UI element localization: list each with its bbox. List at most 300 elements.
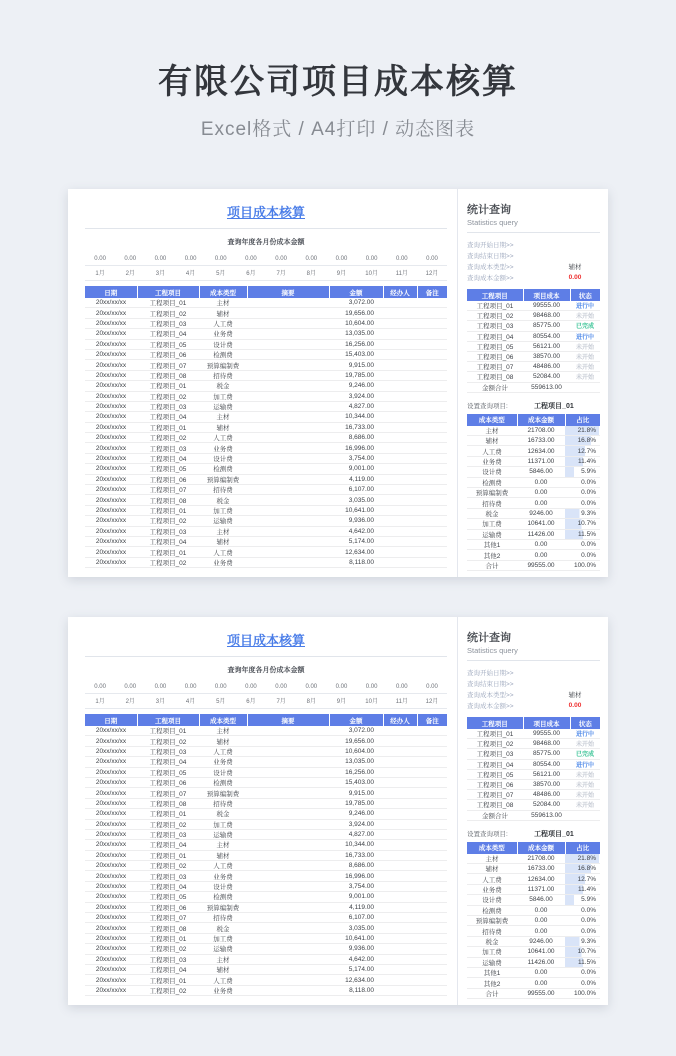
status-badge: 进行中 <box>570 301 600 311</box>
cost-amount-cell: 16733.00 <box>517 864 565 874</box>
handler-cell <box>383 298 417 308</box>
query-value[interactable]: 0.00 <box>568 702 582 709</box>
amount-cell: 3,035.00 <box>329 495 383 505</box>
pct-cell: 0.0% <box>565 477 600 487</box>
date-cell: 20xx/xx/xx <box>85 892 137 902</box>
breakdown-row <box>467 539 600 549</box>
project-cost-cell: 52084.00 <box>523 372 570 382</box>
summary-cell <box>247 746 329 756</box>
cost-entry-row <box>85 829 447 839</box>
summary-cell <box>247 985 329 995</box>
date-cell: 20xx/xx/xx <box>85 433 137 443</box>
handler-cell <box>383 933 417 943</box>
month-tick-label: 1月 <box>95 271 105 277</box>
cost-amount-cell: 21708.00 <box>517 426 565 436</box>
cost-amount-cell: 0.00 <box>517 916 565 926</box>
handler-cell <box>383 746 417 756</box>
date-cell: 20xx/xx/xx <box>85 401 137 411</box>
pct-cell: 0.0% <box>565 916 600 926</box>
query-fields <box>467 239 600 283</box>
stats-title: 统计查询 <box>467 204 511 216</box>
cost-amount-cell: 0.00 <box>517 488 565 498</box>
handler-cell <box>383 412 417 422</box>
note-cell <box>417 547 447 557</box>
column-header: 工程项目 <box>467 289 523 301</box>
query-row <box>467 250 600 261</box>
date-cell: 20xx/xx/xx <box>85 422 137 432</box>
date-cell: 20xx/xx/xx <box>85 913 137 923</box>
handler-cell <box>383 433 417 443</box>
month-tick-label: 8月 <box>306 271 316 277</box>
cost-entry-row <box>85 767 447 777</box>
cost-type-cell: 招待费 <box>199 913 247 923</box>
cost-amount-cell: 9246.00 <box>517 508 565 518</box>
month-tick-label: 10月 <box>365 699 378 705</box>
date-cell: 20xx/xx/xx <box>85 871 137 881</box>
breakdown-row <box>467 426 600 436</box>
month-tick-label: 4月 <box>185 271 196 277</box>
bar-value-label: 0.00 <box>335 684 348 690</box>
note-cell <box>417 757 447 767</box>
project-cell: 工程项目_01 <box>137 422 199 432</box>
summary-cell <box>247 798 329 808</box>
amount-cell: 10,344.00 <box>329 840 383 850</box>
column-header: 成本金额 <box>517 414 565 426</box>
breakdown-row <box>467 947 600 957</box>
query-value[interactable]: 辅材 <box>568 264 582 271</box>
cost-type-cell: 其他2 <box>467 978 517 988</box>
project-status-row <box>467 362 600 372</box>
query-row <box>467 272 600 283</box>
bar-value-label: 0.00 <box>154 684 167 690</box>
month-tick-label: 11月 <box>395 699 408 705</box>
project-cell: 工程项目_08 <box>137 495 199 505</box>
cost-type-cell: 人工费 <box>467 446 517 456</box>
handler-cell <box>383 913 417 923</box>
summary-cell <box>247 329 329 339</box>
summary-cell <box>247 318 329 328</box>
status-badge: 未开始 <box>570 800 600 810</box>
handler-cell <box>383 736 417 746</box>
breakdown-row <box>467 508 600 518</box>
date-cell: 20xx/xx/xx <box>85 370 137 380</box>
summary-cell <box>247 412 329 422</box>
amount-cell: 3,754.00 <box>329 881 383 891</box>
cost-type-cell: 检测费 <box>467 477 517 487</box>
date-cell: 20xx/xx/xx <box>85 505 137 515</box>
summary-cell <box>247 757 329 767</box>
date-cell: 20xx/xx/xx <box>85 757 137 767</box>
cost-type-cell: 业务费 <box>199 757 247 767</box>
month-tick-label: 7月 <box>276 271 286 277</box>
handler-cell <box>383 339 417 349</box>
cost-type-cell: 业务费 <box>199 871 247 881</box>
cost-entry-row <box>85 736 447 746</box>
cost-type-cell: 加工费 <box>199 933 247 943</box>
handler-cell <box>383 829 417 839</box>
amount-cell: 9,246.00 <box>329 809 383 819</box>
amount-cell: 16,733.00 <box>329 422 383 432</box>
date-cell: 20xx/xx/xx <box>85 975 137 985</box>
cost-type-cell: 预算编制费 <box>199 474 247 484</box>
cost-amount-cell: 0.00 <box>517 905 565 915</box>
cost-type-cell: 税金 <box>467 508 517 518</box>
total-pct-cell: 100.0% <box>565 988 600 998</box>
project-cell: 工程项目_07 <box>137 360 199 370</box>
query-row <box>467 239 600 250</box>
pct-cell: 12.7% <box>565 874 600 884</box>
column-header: 金额 <box>329 286 383 298</box>
breakdown-row <box>467 550 600 560</box>
amount-cell: 16,996.00 <box>329 871 383 881</box>
cost-entry-row <box>85 964 447 974</box>
summary-cell <box>247 767 329 777</box>
pct-cell: 16.8% <box>565 864 600 874</box>
breakdown-row <box>467 957 600 967</box>
project-cell: 工程项目_08 <box>137 923 199 933</box>
handler-cell <box>383 422 417 432</box>
cost-entry-row <box>85 975 447 985</box>
cost-type-cell: 辅材 <box>199 422 247 432</box>
date-cell: 20xx/xx/xx <box>85 954 137 964</box>
date-cell: 20xx/xx/xx <box>85 767 137 777</box>
project-status-row <box>467 341 600 351</box>
date-cell: 20xx/xx/xx <box>85 736 137 746</box>
breakdown-row <box>467 456 600 466</box>
summary-cell <box>247 913 329 923</box>
amount-cell: 9,001.00 <box>329 892 383 902</box>
bar-value-label: 0.00 <box>94 256 106 262</box>
cost-type-cell: 其他2 <box>467 550 517 560</box>
project-cell: 工程项目_04 <box>467 759 523 769</box>
summary-cell <box>247 516 329 526</box>
query-label: 查询成本金额>> <box>467 703 514 710</box>
cost-entry-row <box>85 985 447 995</box>
stats-subtitle-en: Statistics query <box>467 218 518 227</box>
handler-cell <box>383 964 417 974</box>
note-cell <box>417 850 447 860</box>
hero-banner <box>0 0 676 141</box>
summary-cell <box>247 422 329 432</box>
cost-entry-row <box>85 505 447 515</box>
sheet-title-link[interactable]: 项目成本核算 <box>226 633 305 648</box>
amount-cell: 10,641.00 <box>329 505 383 515</box>
note-cell <box>417 819 447 829</box>
note-cell <box>417 318 447 328</box>
cost-type-cell: 加工费 <box>467 947 517 957</box>
summary-cell <box>247 401 329 411</box>
handler-cell <box>383 360 417 370</box>
note-cell <box>417 964 447 974</box>
cost-entry-row <box>85 798 447 808</box>
date-cell: 20xx/xx/xx <box>85 798 137 808</box>
cost-entry-row <box>85 474 447 484</box>
breakdown-row <box>467 529 600 539</box>
project-cost-cell: 56121.00 <box>523 769 570 779</box>
status-badge: 未开始 <box>570 372 600 382</box>
project-status-row <box>467 759 600 769</box>
column-header: 经办人 <box>383 714 417 726</box>
pct-cell: 11.5% <box>565 529 600 539</box>
bar-value-label: 0.00 <box>335 256 348 262</box>
amount-cell: 3,754.00 <box>329 453 383 463</box>
cost-type-cell: 主材 <box>467 426 517 436</box>
note-cell <box>417 516 447 526</box>
project-cell: 工程项目_06 <box>467 779 523 789</box>
project-cell: 工程项目_01 <box>137 809 199 819</box>
summary-cell <box>247 829 329 839</box>
cost-type-cell: 设计费 <box>467 467 517 477</box>
summary-cell <box>247 944 329 954</box>
amount-cell: 4,642.00 <box>329 954 383 964</box>
total-value-cell: 99555.00 <box>517 988 565 998</box>
cost-type-cell: 设计费 <box>199 453 247 463</box>
summary-cell <box>247 881 329 891</box>
summary-cell <box>247 557 329 567</box>
divider <box>85 656 447 657</box>
handler-cell <box>383 850 417 860</box>
cost-type-cell: 预算编制费 <box>467 916 517 926</box>
month-tick-label: 3月 <box>155 699 166 705</box>
amount-cell: 8,686.00 <box>329 861 383 871</box>
cost-type-cell: 税金 <box>199 381 247 391</box>
pct-cell: 9.3% <box>565 936 600 946</box>
cost-entry-row <box>85 954 447 964</box>
query-row <box>467 678 600 689</box>
summary-cell <box>247 788 329 798</box>
amount-cell: 3,924.00 <box>329 391 383 401</box>
total-label-cell: 金额合计 <box>467 382 523 392</box>
page-title: 有限公司项目成本核算 <box>158 63 518 101</box>
empty-cell <box>570 810 600 820</box>
note-cell <box>417 474 447 484</box>
month-tick-label: 9月 <box>336 271 347 277</box>
column-header: 日期 <box>85 714 137 726</box>
project-cell: 工程项目_01 <box>137 726 199 736</box>
status-badge: 已完成 <box>570 321 600 331</box>
cost-amount-cell: 10641.00 <box>517 947 565 957</box>
month-tick-label: 10月 <box>365 271 378 277</box>
project-cost-cell: 98468.00 <box>523 311 570 321</box>
amount-cell: 4,827.00 <box>329 829 383 839</box>
project-cell: 工程项目_08 <box>137 370 199 380</box>
cost-amount-cell: 5846.00 <box>517 467 565 477</box>
breakdown-row <box>467 436 600 446</box>
handler-cell <box>383 391 417 401</box>
cost-amount-cell: 0.00 <box>517 926 565 936</box>
handler-cell <box>383 767 417 777</box>
handler-cell <box>383 516 417 526</box>
column-header: 项目成本 <box>523 717 570 729</box>
note-cell <box>417 505 447 515</box>
handler-cell <box>383 485 417 495</box>
date-cell: 20xx/xx/xx <box>85 881 137 891</box>
column-header: 占比 <box>565 414 600 426</box>
project-cell: 工程项目_01 <box>137 298 199 308</box>
date-cell: 20xx/xx/xx <box>85 944 137 954</box>
date-cell: 20xx/xx/xx <box>85 381 137 391</box>
project-cell: 工程项目_04 <box>467 331 523 341</box>
summary-cell <box>247 360 329 370</box>
summary-cell <box>247 339 329 349</box>
note-cell <box>417 767 447 777</box>
month-tick-label: 12月 <box>425 699 439 705</box>
project-status-row <box>467 779 600 789</box>
amount-cell: 12,634.00 <box>329 975 383 985</box>
query-fields <box>467 667 600 711</box>
bar-value-label: 0.00 <box>275 256 287 262</box>
amount-cell: 4,119.00 <box>329 474 383 484</box>
cost-entry-row <box>85 746 447 756</box>
project-cell: 工程项目_04 <box>137 840 199 850</box>
query-row <box>467 700 600 711</box>
pct-cell: 5.9% <box>565 895 600 905</box>
pct-cell: 0.0% <box>565 967 600 977</box>
project-cell: 工程项目_01 <box>137 547 199 557</box>
cost-type-cell: 辅材 <box>199 308 247 318</box>
month-tick-label: 1月 <box>95 699 105 705</box>
cost-entry-row <box>85 360 447 370</box>
cost-entry-row <box>85 370 447 380</box>
cost-amount-cell: 5846.00 <box>517 895 565 905</box>
handler-cell <box>383 954 417 964</box>
amount-cell: 5,174.00 <box>329 536 383 546</box>
column-header: 成本类型 <box>467 842 517 854</box>
cost-type-cell: 人工费 <box>199 861 247 871</box>
query-label: 查询成本类型>> <box>467 692 514 699</box>
handler-cell <box>383 726 417 736</box>
note-cell <box>417 975 447 985</box>
cost-type-cell: 预算编制费 <box>467 488 517 498</box>
date-cell: 20xx/xx/xx <box>85 861 137 871</box>
note-cell <box>417 871 447 881</box>
project-cell: 工程项目_05 <box>467 341 523 351</box>
total-value-cell: 559613.00 <box>523 810 570 820</box>
note-cell <box>417 861 447 871</box>
date-cell: 20xx/xx/xx <box>85 485 137 495</box>
handler-cell <box>383 547 417 557</box>
breakdown-row <box>467 446 600 456</box>
summary-cell <box>247 809 329 819</box>
query-project-value[interactable]: 工程项目_01 <box>534 402 574 410</box>
note-cell <box>417 933 447 943</box>
chart-caption: 查询年度各月份成本金额 <box>227 667 305 674</box>
project-cell: 工程项目_06 <box>467 351 523 361</box>
date-cell: 20xx/xx/xx <box>85 526 137 536</box>
project-cell: 工程项目_02 <box>137 819 199 829</box>
cost-breakdown-table <box>467 842 600 999</box>
cost-amount-cell: 0.00 <box>517 967 565 977</box>
note-cell <box>417 954 447 964</box>
breakdown-row <box>467 477 600 487</box>
project-cell: 工程项目_01 <box>137 381 199 391</box>
note-cell <box>417 329 447 339</box>
date-cell: 20xx/xx/xx <box>85 726 137 736</box>
chart-month-labels <box>85 693 447 709</box>
pct-cell: 0.0% <box>565 926 600 936</box>
query-project-value[interactable]: 工程项目_01 <box>534 830 574 838</box>
cost-entry-row <box>85 453 447 463</box>
project-cell: 工程项目_01 <box>467 301 523 311</box>
cost-entry-row <box>85 777 447 787</box>
column-header: 成本类型 <box>199 714 247 726</box>
note-cell <box>417 809 447 819</box>
pct-cell: 9.3% <box>565 508 600 518</box>
stats-title: 统计查询 <box>467 632 511 644</box>
month-tick-label: 9月 <box>336 699 347 705</box>
bar-value-label: 0.00 <box>305 684 318 690</box>
project-cell: 工程项目_04 <box>137 536 199 546</box>
project-cost-table <box>467 717 600 821</box>
divider <box>467 232 600 233</box>
project-cost-cell: 85775.00 <box>523 321 570 331</box>
query-value[interactable]: 0.00 <box>568 274 582 281</box>
amount-cell: 15,403.00 <box>329 349 383 359</box>
note-cell <box>417 913 447 923</box>
status-badge: 已完成 <box>570 749 600 759</box>
bar-value-label: 0.00 <box>245 256 257 262</box>
column-header: 项目成本 <box>523 289 570 301</box>
amount-cell: 5,174.00 <box>329 964 383 974</box>
note-cell <box>417 401 447 411</box>
project-status-row <box>467 729 600 739</box>
cost-type-cell: 税金 <box>199 809 247 819</box>
summary-cell <box>247 485 329 495</box>
query-value[interactable]: 辅材 <box>568 692 582 699</box>
project-cost-table <box>467 289 600 393</box>
project-cell: 工程项目_05 <box>137 339 199 349</box>
total-pct-cell: 100.0% <box>565 560 600 570</box>
amount-cell: 6,107.00 <box>329 485 383 495</box>
note-cell <box>417 370 447 380</box>
date-cell: 20xx/xx/xx <box>85 495 137 505</box>
bar-value-label: 0.00 <box>426 684 438 690</box>
sheet-title-link[interactable]: 项目成本核算 <box>226 205 305 220</box>
handler-cell <box>383 318 417 328</box>
amount-cell: 8,118.00 <box>329 557 383 567</box>
month-tick-label: 12月 <box>425 271 439 277</box>
cost-type-cell: 人工费 <box>199 547 247 557</box>
query-label: 查询成本类型>> <box>467 264 514 271</box>
amount-cell: 9,936.00 <box>329 944 383 954</box>
cost-type-cell: 主材 <box>199 298 247 308</box>
note-cell <box>417 829 447 839</box>
breakdown-row <box>467 488 600 498</box>
pct-cell: 0.0% <box>565 498 600 508</box>
cost-type-cell: 设计费 <box>467 895 517 905</box>
summary-cell <box>247 861 329 871</box>
project-status-row <box>467 321 600 331</box>
handler-cell <box>383 902 417 912</box>
cost-type-cell: 业务费 <box>467 884 517 894</box>
cost-entry-row <box>85 881 447 891</box>
cost-type-cell: 税金 <box>199 923 247 933</box>
project-cell: 工程项目_03 <box>137 746 199 756</box>
project-cell: 工程项目_01 <box>137 933 199 943</box>
cost-breakdown-table-header <box>467 842 600 854</box>
summary-cell <box>247 902 329 912</box>
cost-amount-cell: 0.00 <box>517 498 565 508</box>
cost-entry-row <box>85 788 447 798</box>
note-cell <box>417 777 447 787</box>
cost-entry-row <box>85 547 447 557</box>
bar-value-label: 0.00 <box>184 256 197 262</box>
status-badge: 进行中 <box>570 729 600 739</box>
pct-cell: 0.0% <box>565 978 600 988</box>
breakdown-row <box>467 936 600 946</box>
date-cell: 20xx/xx/xx <box>85 829 137 839</box>
cost-entry-row <box>85 840 447 850</box>
